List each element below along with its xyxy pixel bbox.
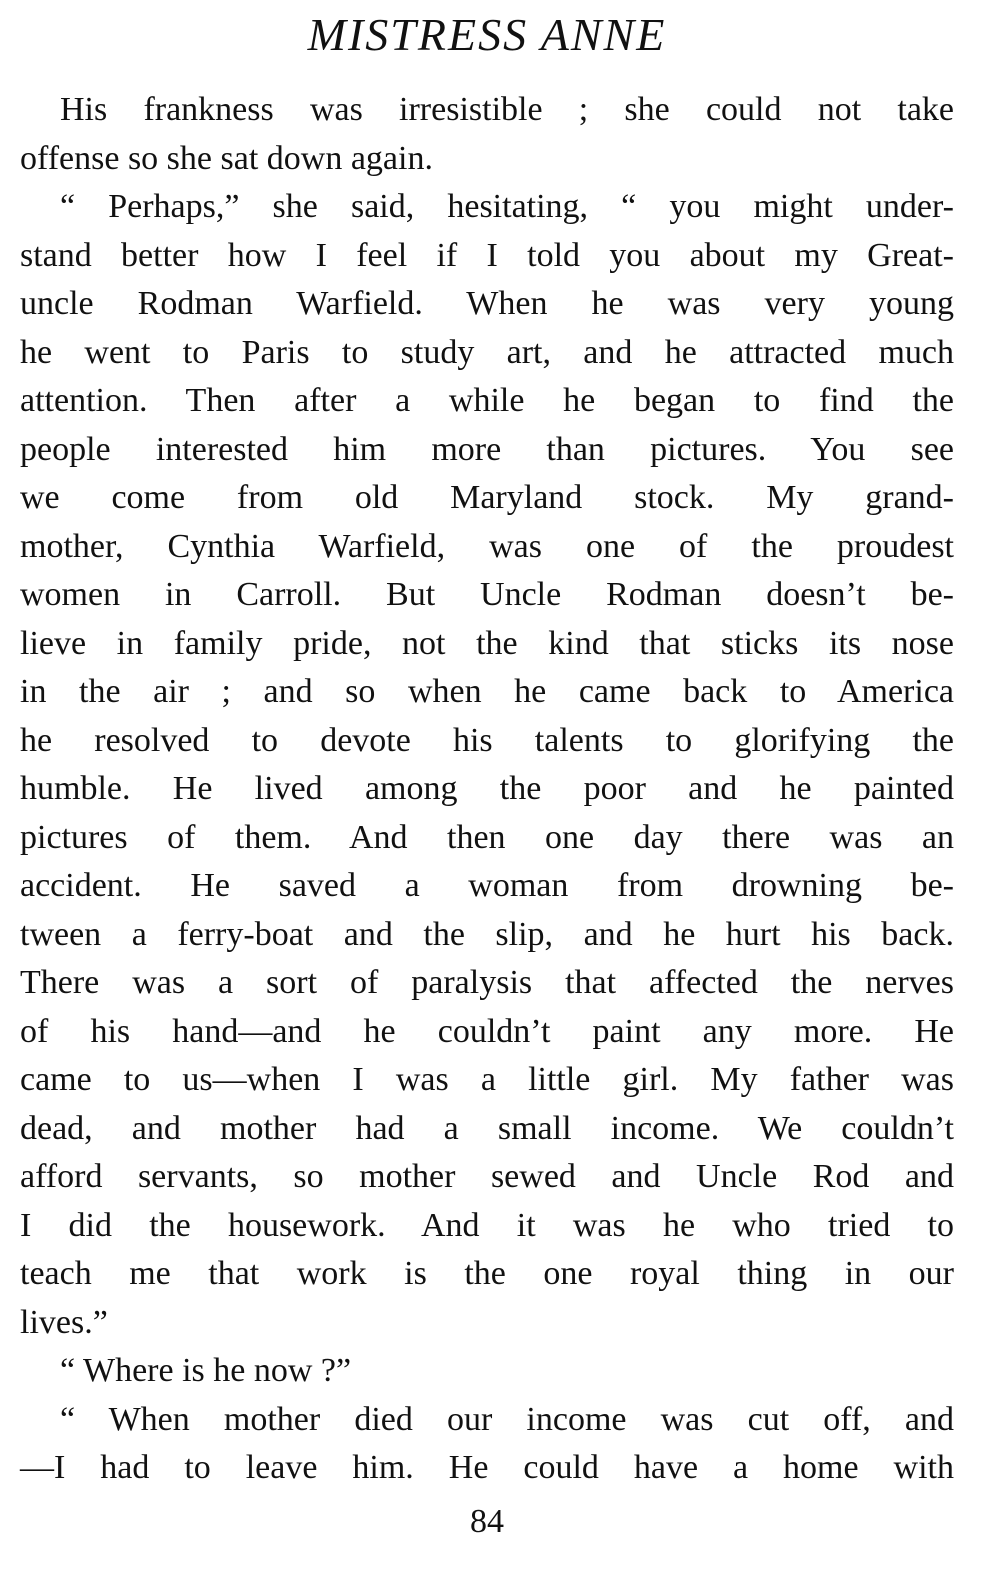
text-line: stand better how I feel if I told you about my Great- [20,236,954,274]
text-line: teach me that work is the one royal thing in our [20,1255,954,1292]
text-line: he resolved to devote his talents to glorifying the [20,721,954,759]
text-line: he went to Paris to study art, and he attracted much [20,333,954,371]
text-line: mother, Cynthia Warfield, was one of the proudest [20,527,954,565]
text-line: dead, and mother had a small income. We couldn’t [20,1109,954,1147]
text-line: pictures of them. And then one day there was an [20,818,954,856]
text-line: people interested him more than pictures. You see [20,430,954,468]
text-line: came to us—when I was a little girl. My father was [20,1061,954,1098]
text-line: tween a ferry-boat and the slip, and he hurt his back. [20,915,954,953]
text-line: accident. He saved a woman from drowning be- [20,867,954,904]
text-line: There was a sort of paralysis that affected the nerves [20,964,954,1001]
text-line: lives.” [20,1303,108,1341]
running-head: MISTRESS ANNE [307,9,667,60]
text-line: uncle Rodman Warfield. When he was very young [20,285,954,322]
text-line: in the air ; and so when he came back to America [20,673,954,710]
text-line: —I had to leave him. He could have a home with [20,1449,954,1486]
page-number: 84 [470,1503,504,1540]
text-line: women in Carroll. But Uncle Rodman doesn’t be- [20,576,954,613]
book-page [20,0,954,1590]
text-line: humble. He lived among the poor and he painted [20,770,954,807]
text-line: offense so she sat down again. [20,139,433,177]
text-line: of his hand—and he couldn’t paint any more. He [20,1012,954,1050]
text-line: His frankness was irresistible ; she could not take [60,91,954,128]
text-line: “ When mother died our income was cut off, and [60,1400,954,1438]
text-line: “ Perhaps,” she said, hesitating, “ you might under- [60,188,954,225]
text-line: I did the housework. And it was he who tried to [20,1206,954,1244]
text-line: lieve in family pride, not the kind that sticks its nose [20,624,954,662]
text-line: attention. Then after a while he began to find the [20,382,954,419]
text-line: afford servants, so mother sewed and Uncle Rod and [20,1158,954,1195]
body-text [20,86,954,1493]
text-line: we come from old Maryland stock. My grand- [20,479,954,516]
text-line: “ Where is he now ?” [60,1352,352,1389]
